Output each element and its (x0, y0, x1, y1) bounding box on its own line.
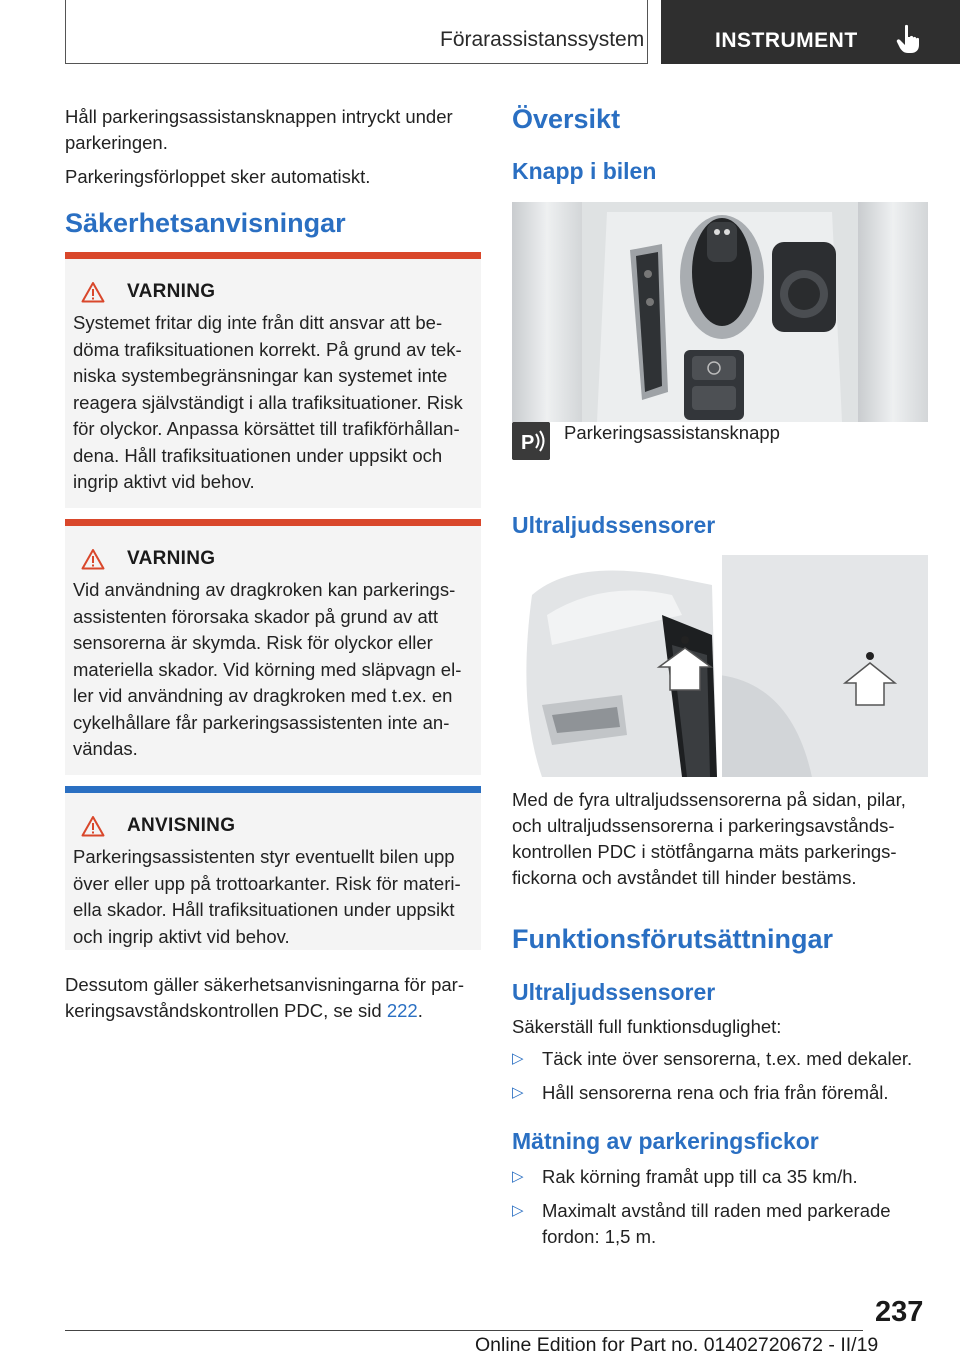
footer-divider (65, 1330, 863, 1331)
closing-text: Dessutom gäller säkerhetsanvisningarna för parkeringsavståndskontrollen PDC, se sid (65, 974, 464, 1021)
closing-paragraph (65, 972, 481, 1024)
measure-heading: Mätning av parkeringsfickor (512, 1128, 819, 1154)
bullet-arrow-icon: ▷ (512, 1168, 524, 1185)
notice-text: Parkeringsassistenten styr eventuellt bilen upp över eller upp på trottoarkanter. Risk för materiella skador. Håll trafiksituationen under uppsikt och ingrip aktivt vid behov. (73, 846, 461, 947)
list-item-text: Rak körning framåt upp till ca 35 km/h. (542, 1166, 858, 1187)
list-item-text: Maximalt avstånd till raden med parkerade fordon: 1,5 m. (542, 1200, 891, 1247)
page-reference-link[interactable]: 222 (386, 1000, 418, 1021)
safety-heading: Säkerhetsanvisningar (65, 208, 346, 238)
warning-triangle-icon (81, 548, 105, 570)
notice-box (65, 786, 481, 950)
sensors-paragraph: Med de fyra ultraljudssensorerna på sidan, pilar, och ultraljudssensorerna i parkeringsavståndskontrollen PDC i stötfångarna mäts parkeringsfickorna och avståndet till hinder bestäms. (512, 789, 906, 888)
warning-text: Systemet fritar dig inte från ditt ansvar att bedöma trafiksituationen korrekt. På grund av tekniska systembegränsningar kan systemet inte reagera självständigt i alla trafiksituationer. Risk för olyckor. Anpassa körsättet till trafikförhållandena. Håll trafiksituationen under uppsikt och ingrip aktivt vid behov. (73, 312, 463, 492)
list-item (512, 1046, 928, 1072)
header-chapter-tab (661, 0, 960, 64)
list-item (512, 1080, 928, 1106)
list-item-text: Täck inte över sensorerna, t.ex. med dekaler. (542, 1048, 913, 1069)
bullet-arrow-icon: ▷ (512, 1050, 524, 1067)
notice-triangle-icon (81, 815, 105, 837)
warning-title (81, 280, 473, 304)
left-column (65, 104, 481, 1021)
button-caption (512, 420, 780, 460)
parking-assist-button-icon (512, 422, 550, 460)
warning-title (81, 547, 473, 571)
intro-paragraph-2: Parkeringsförloppet sker automatiskt. (65, 166, 371, 187)
pointing-hand-icon (896, 24, 922, 54)
header-chapter-title: INSTRUMENT (715, 29, 858, 52)
list-item (512, 1164, 928, 1190)
list-item-text: Håll sensorerna rena och fria från föremål. (542, 1082, 889, 1103)
warning-label: VARNING (127, 281, 216, 302)
button-caption-text: Parkeringsassistansknapp (564, 422, 780, 443)
button-heading: Knapp i bilen (512, 158, 657, 184)
warning-box-2 (65, 519, 481, 775)
req-sensors-intro: Säkerställ full funktionsduglighet: (512, 1016, 782, 1037)
sensors-heading: Ultraljudssensorer (512, 512, 716, 538)
req-sensors-heading: Ultraljudssensorer (512, 979, 716, 1005)
warning-bar (65, 519, 481, 526)
svg-text:P: P (521, 432, 535, 454)
warning-text: Vid användning av dragkroken kan parkeringsassistenten förorsaka skador på grund av att sensorerna är skymda. Risk för olyckor eller materiella skador. Vid körning med släpvagn eller vid användning av dragkroken med t.ex. en cykelhållare får parkeringsassistenten inte användas. (73, 579, 462, 759)
notice-label: ANVISNING (127, 815, 236, 836)
bullet-arrow-icon: ▷ (512, 1202, 524, 1219)
page-number: 237 (875, 1296, 924, 1328)
header-section-title: Förarassistanssystem (440, 28, 645, 51)
warning-label: VARNING (127, 548, 216, 569)
closing-end: . (417, 1000, 423, 1021)
warning-bar (65, 252, 481, 259)
center-console-photo (512, 202, 928, 422)
list-item (512, 1198, 928, 1250)
notice-title (81, 814, 473, 838)
ultrasonic-sensors-photo (512, 555, 928, 777)
intro-paragraph-1: Håll parkeringsassistansknappen intryckt under parkeringen. (65, 106, 453, 153)
footer-edition: Online Edition for Part no. 01402720672 - II/19 (475, 1334, 879, 1356)
bullet-arrow-icon: ▷ (512, 1084, 524, 1101)
warning-triangle-icon (81, 281, 105, 303)
notice-bar (65, 786, 481, 793)
warning-box-1 (65, 252, 481, 508)
overview-heading: Översikt (512, 104, 621, 134)
requirements-heading: Funktionsförutsättningar (512, 924, 833, 954)
